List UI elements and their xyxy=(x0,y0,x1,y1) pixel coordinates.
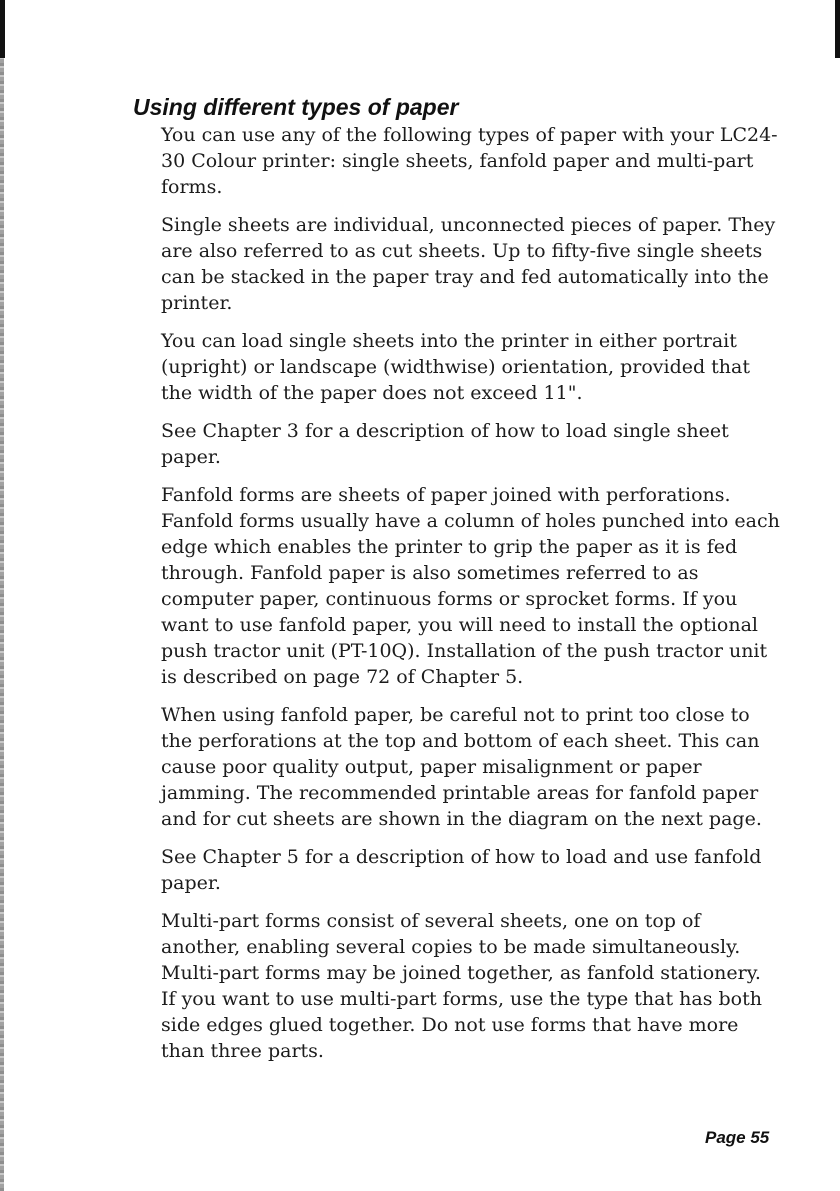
body-text xyxy=(161,122,781,1076)
scan-edge-left xyxy=(0,0,4,1191)
paragraph-fanfold-caution: When using fanfold paper, be careful not to print too close to the perforations at the top and bottom of each sheet. This can cause poor quality output, paper misalignment or paper jamming. The recommended printable areas for fanfold paper and for cut sheets are shown in the diagram on the next page. xyxy=(161,704,762,830)
paragraph-single-sheets: Single sheets are individual, unconnected pieces of paper. They are also referred to as cut sheets. Up to fifty-five single sheets can be stacked in the paper tray and fed automatically into the printer. xyxy=(161,214,776,314)
scan-mark-top-left xyxy=(0,0,5,58)
paragraph-orientation: You can load single sheets into the printer in either portrait (upright) or landscape (widthwise) orientation, provided that the width of the paper does not exceed 11". xyxy=(161,330,751,404)
scan-mark-top-right xyxy=(835,0,840,58)
paragraph-chapter-3-reference: See Chapter 3 for a description of how to load single sheet paper. xyxy=(161,420,729,468)
paragraph-fanfold-forms: Fanfold forms are sheets of paper joined with perforations. Fanfold forms usually have a column of holes punched into each edge which enables the printer to grip the paper as it is fed through. Fanfold paper is also sometimes referred to as computer paper, continuous forms or sprocket forms. If you want to use fanfold paper, you will need to install the optional push tractor unit (PT-10Q). Installation of the push tractor unit is described on page 72 of Chapter 5. xyxy=(161,484,780,688)
section-heading: Using different types of paper xyxy=(133,94,459,120)
paragraph-paper-types: You can use any of the following types of paper with your LC24-30 Colour printer: single sheets, fanfold paper and multi-part forms. xyxy=(161,124,778,198)
page-number: Page 55 xyxy=(705,1128,770,1147)
paragraph-multi-part-forms: Multi-part forms consist of several sheets, one on top of another, enabling several copies to be made simultaneously. Multi-part forms may be joined together, as fanfold stationery. If you want to use multi-part forms, use the type that has both side edges glued together. Do not use forms that have more than three parts. xyxy=(161,910,762,1062)
paragraph-chapter-5-reference: See Chapter 5 for a description of how to load and use fanfold paper. xyxy=(161,846,762,894)
